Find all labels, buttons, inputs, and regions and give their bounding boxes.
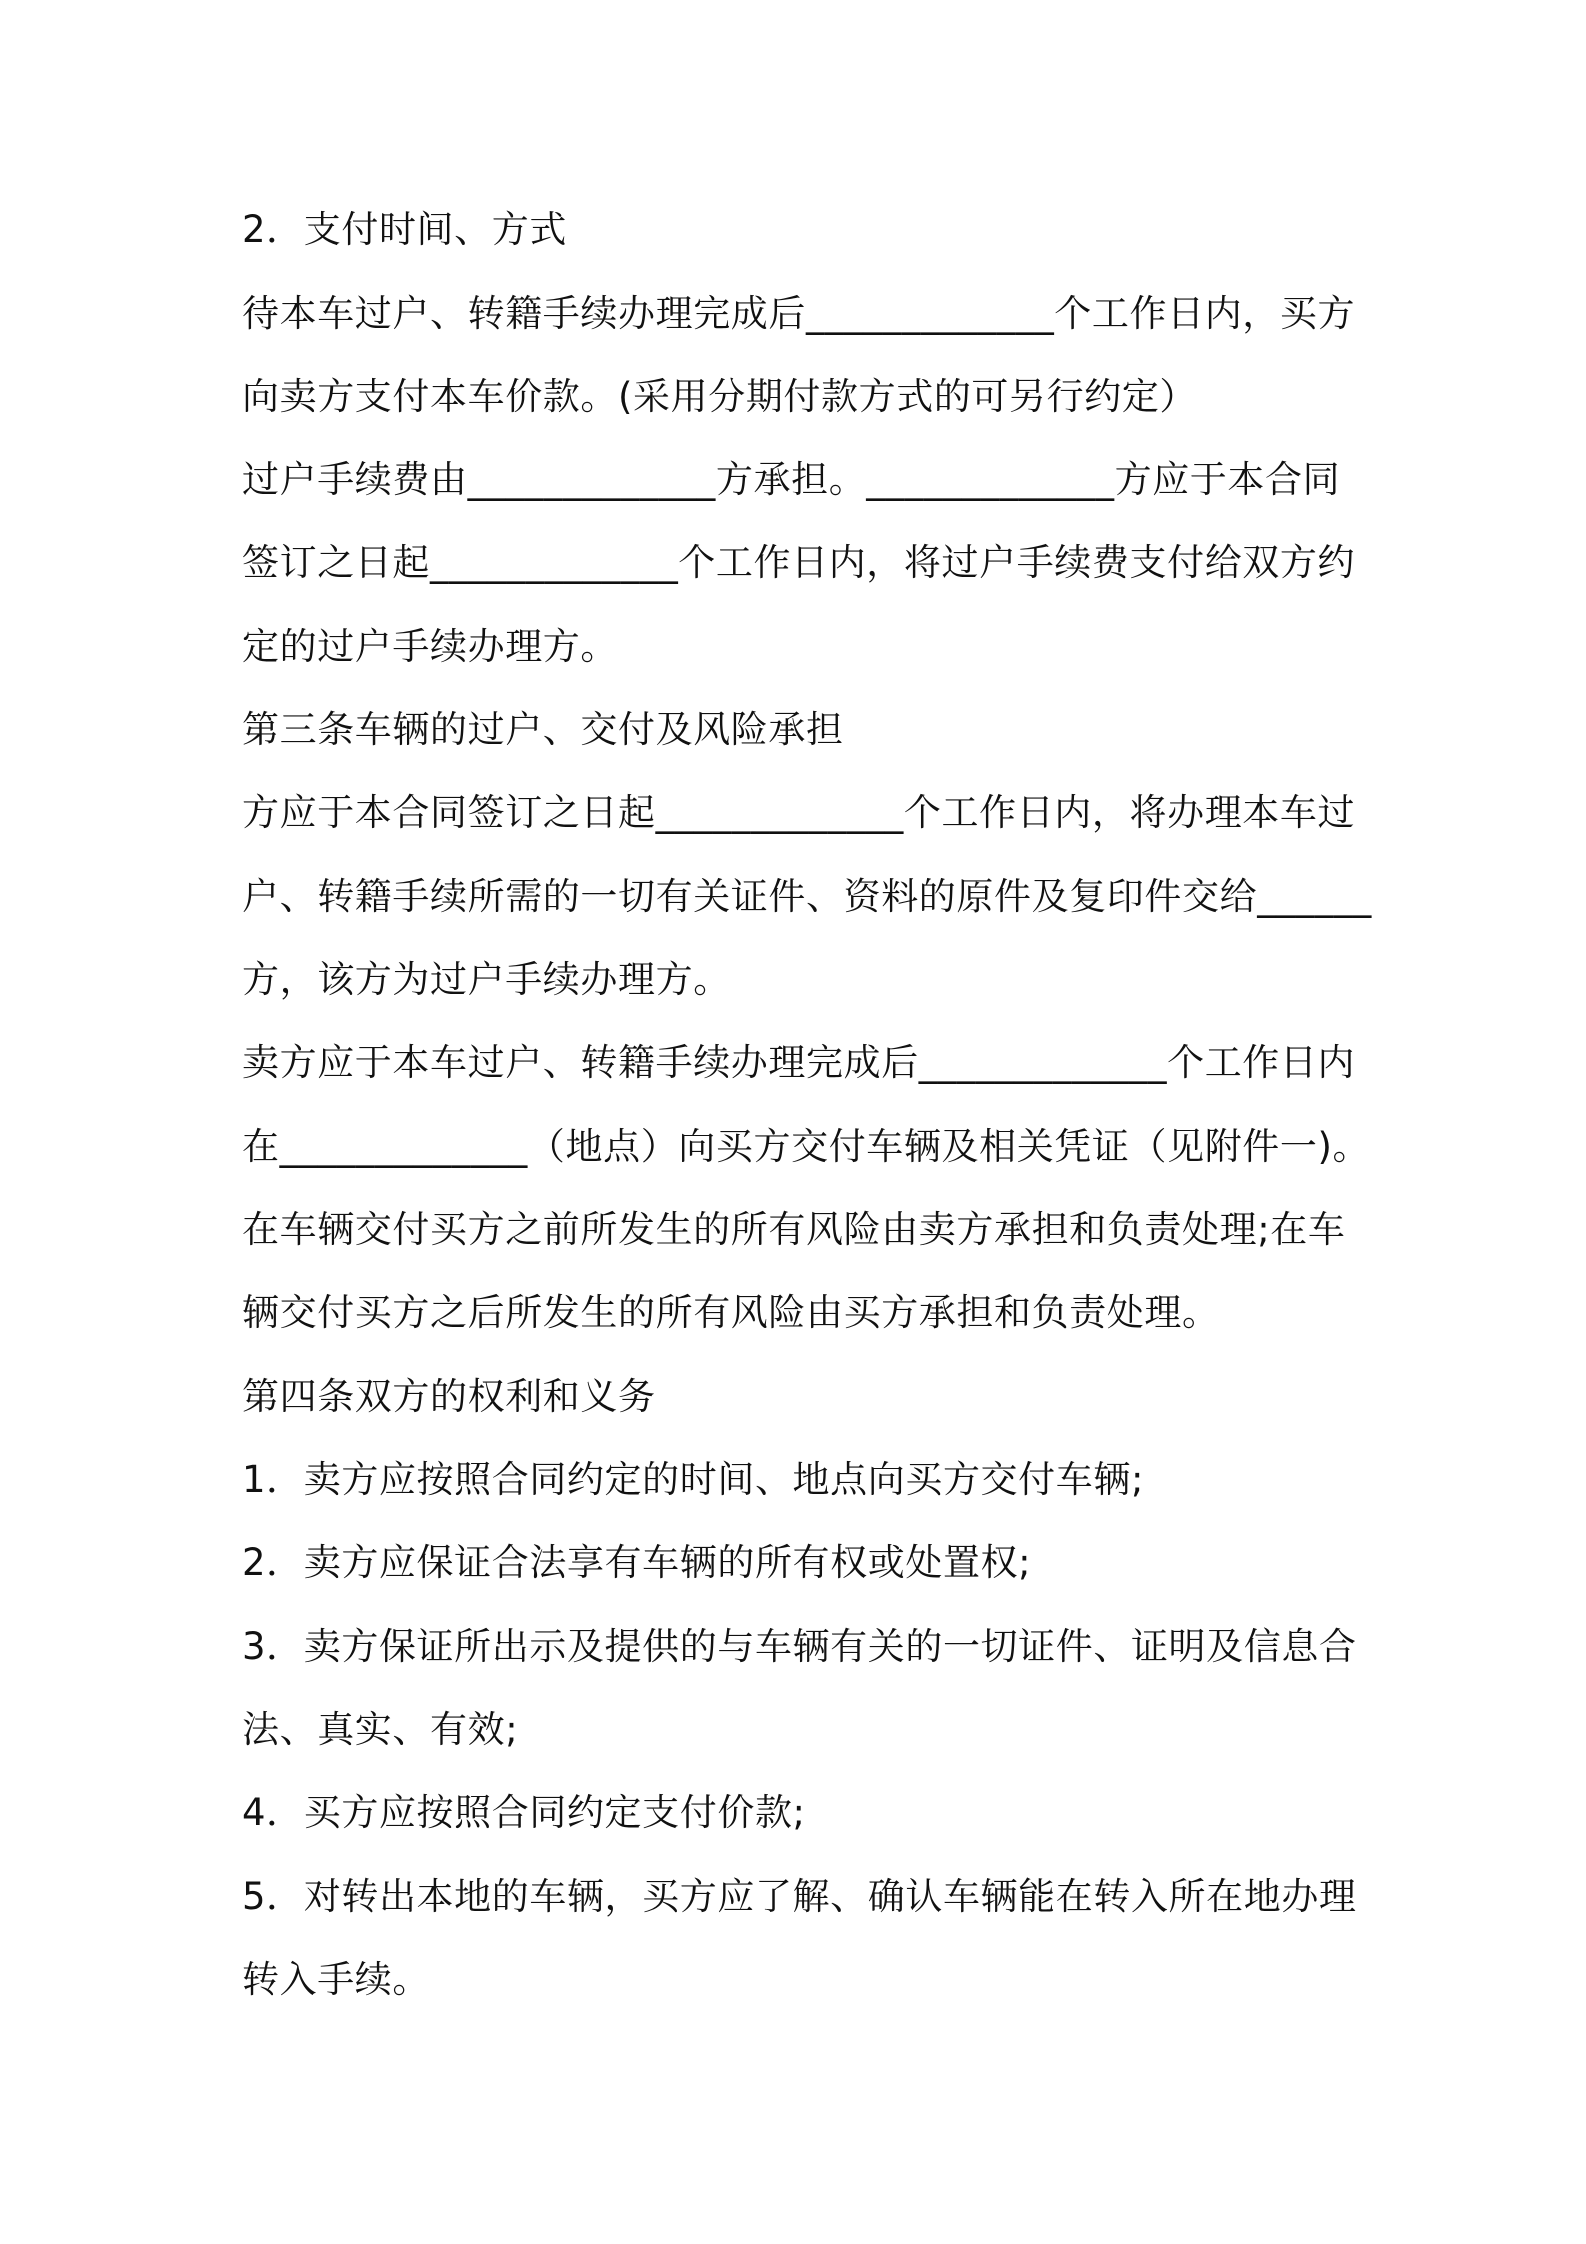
paragraph-line: 向卖方支付本车价款。(采用分期付款方式的可另行约定） (242, 375, 1198, 418)
paragraph-line: 卖方应于本车过户、转籍手续办理完成后_____________个工作日内 (242, 1041, 1356, 1084)
paragraph-line: 签订之日起_____________个工作日内，将过户手续费支付给双方约 (242, 541, 1356, 584)
article-heading-transfer-delivery: 第三条车辆的过户、交付及风险承担 (242, 708, 844, 751)
paragraph-line: 方应于本合同签订之日起_____________个工作日内，将办理本车过 (242, 791, 1356, 834)
paragraph-line: 在车辆交付买方之前所发生的所有风险由卖方承担和负责处理;在车 (242, 1208, 1346, 1251)
list-item-continuation: 法、真实、有效; (242, 1708, 519, 1751)
list-item-continuation: 转入手续。 (242, 1958, 430, 2001)
list-item: 2．卖方应保证合法享有车辆的所有权或处置权; (242, 1541, 1032, 1584)
list-item: 1．卖方应按照合同约定的时间、地点向买方交付车辆; (242, 1458, 1145, 1501)
list-item: 4．买方应按照合同约定支付价款; (242, 1791, 806, 1834)
paragraph-line: 在_____________（地点）向买方交付车辆及相关凭证（见附件一)。 (242, 1125, 1371, 1168)
list-item: 5．对转出本地的车辆，买方应了解、确认车辆能在转入所在地办理 (242, 1875, 1357, 1918)
article-heading-rights-duties: 第四条双方的权利和义务 (242, 1375, 656, 1418)
paragraph-line: 过户手续费由_____________方承担。_____________方应于本合同 (242, 458, 1341, 501)
paragraph-line: 方，该方为过户手续办理方。 (242, 958, 731, 1001)
paragraph-line: 户、转籍手续所需的一切有关证件、资料的原件及复印件交给______ (242, 875, 1372, 918)
list-item: 3．卖方保证所出示及提供的与车辆有关的一切证件、证明及信息合 (242, 1625, 1357, 1668)
paragraph-line: 辆交付买方之后所发生的所有风险由买方承担和负责处理。 (242, 1291, 1220, 1334)
paragraph-line: 待本车过户、转籍手续办理完成后_____________个工作日内，买方 (242, 292, 1356, 335)
section-heading-payment-time: 2．支付时间、方式 (242, 208, 567, 251)
paragraph-line: 定的过户手续办理方。 (242, 625, 618, 668)
